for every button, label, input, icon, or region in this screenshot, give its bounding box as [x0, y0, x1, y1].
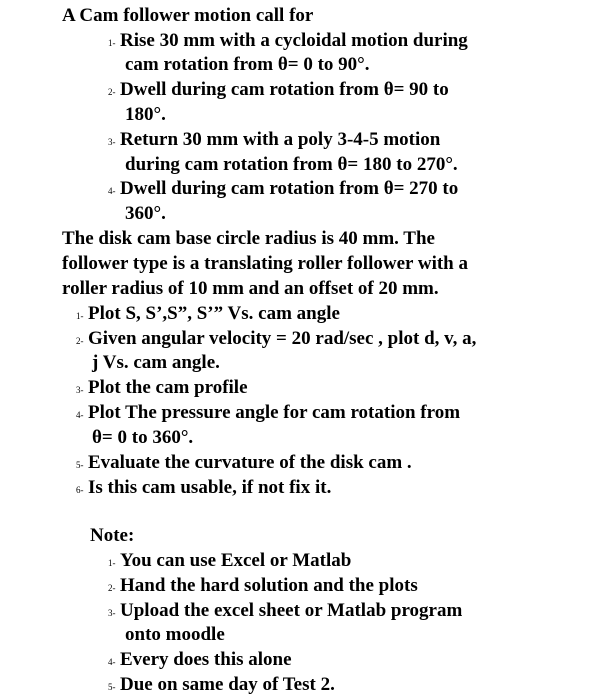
- note-2-line-1: Hand the hard solution and the plots: [120, 575, 418, 596]
- motion-step-2-number: 2 -: [108, 87, 116, 97]
- note-3-line-1: Upload the excel sheet or Matlab program: [120, 600, 463, 621]
- description-line-1: The disk cam base circle radius is 40 mm. The: [62, 228, 435, 249]
- task-4-line-2: θ= 0 to 360°.: [92, 427, 194, 448]
- title: A Cam follower motion call for: [62, 5, 314, 26]
- motion-step-3-line-1: Return 30 mm with a poly 3-4-5 motion: [120, 129, 441, 150]
- note-1-number: 1 -: [108, 558, 116, 568]
- motion-step-4-line-2: 360°.: [125, 203, 166, 224]
- task-6-number: 6 -: [76, 485, 84, 495]
- note-5-number: 5 -: [108, 682, 116, 692]
- motion-step-1-number: 1 -: [108, 38, 116, 48]
- task-5-number: 5 -: [76, 460, 84, 470]
- task-3-line-1: Plot the cam profile: [88, 377, 248, 398]
- task-6-line-1: Is this cam usable, if not fix it.: [88, 477, 332, 498]
- description-line-2: follower type is a translating roller follower with a: [62, 253, 468, 274]
- note-heading: Note:: [90, 525, 135, 546]
- description-line-3: roller radius of 10 mm and an offset of 20 mm.: [62, 278, 439, 299]
- task-1-number: 1 -: [76, 311, 84, 321]
- task-2-line-2: j Vs. cam angle.: [92, 352, 220, 373]
- note-4-line-1: Every does this alone: [120, 649, 292, 670]
- note-1-line-1: You can use Excel or Matlab: [120, 550, 352, 571]
- note-3-number: 3 -: [108, 608, 116, 618]
- note-2-number: 2 -: [108, 583, 116, 593]
- task-2-line-1: Given angular velocity = 20 rad/sec , plot d, v, a,: [88, 328, 477, 349]
- task-4-number: 4 -: [76, 410, 84, 420]
- motion-step-3-line-2: during cam rotation from θ= 180 to 270°.: [125, 154, 458, 175]
- task-1-line-1: Plot S, S’,S”, S’” Vs. cam angle: [88, 303, 340, 324]
- motion-step-4-line-1: Dwell during cam rotation from θ= 270 to: [120, 178, 459, 199]
- motion-step-1-line-2: cam rotation from θ= 0 to 90°.: [125, 54, 370, 75]
- motion-step-2-line-1: Dwell during cam rotation from θ= 90 to: [120, 79, 449, 100]
- note-3-line-2: onto moodle: [125, 624, 225, 645]
- task-3-number: 3 -: [76, 385, 84, 395]
- note-5-line-1: Due on same day of Test 2.: [120, 674, 335, 695]
- note-4-number: 4 -: [108, 657, 116, 667]
- motion-step-4-number: 4 -: [108, 186, 116, 196]
- motion-step-1-line-1: Rise 30 mm with a cycloidal motion during: [120, 30, 468, 51]
- task-2-number: 2 -: [76, 336, 84, 346]
- motion-step-2-line-2: 180°.: [125, 104, 166, 125]
- motion-step-3-number: 3 -: [108, 137, 116, 147]
- task-5-line-1: Evaluate the curvature of the disk cam .: [88, 452, 412, 473]
- task-4-line-1: Plot The pressure angle for cam rotation from: [88, 402, 461, 423]
